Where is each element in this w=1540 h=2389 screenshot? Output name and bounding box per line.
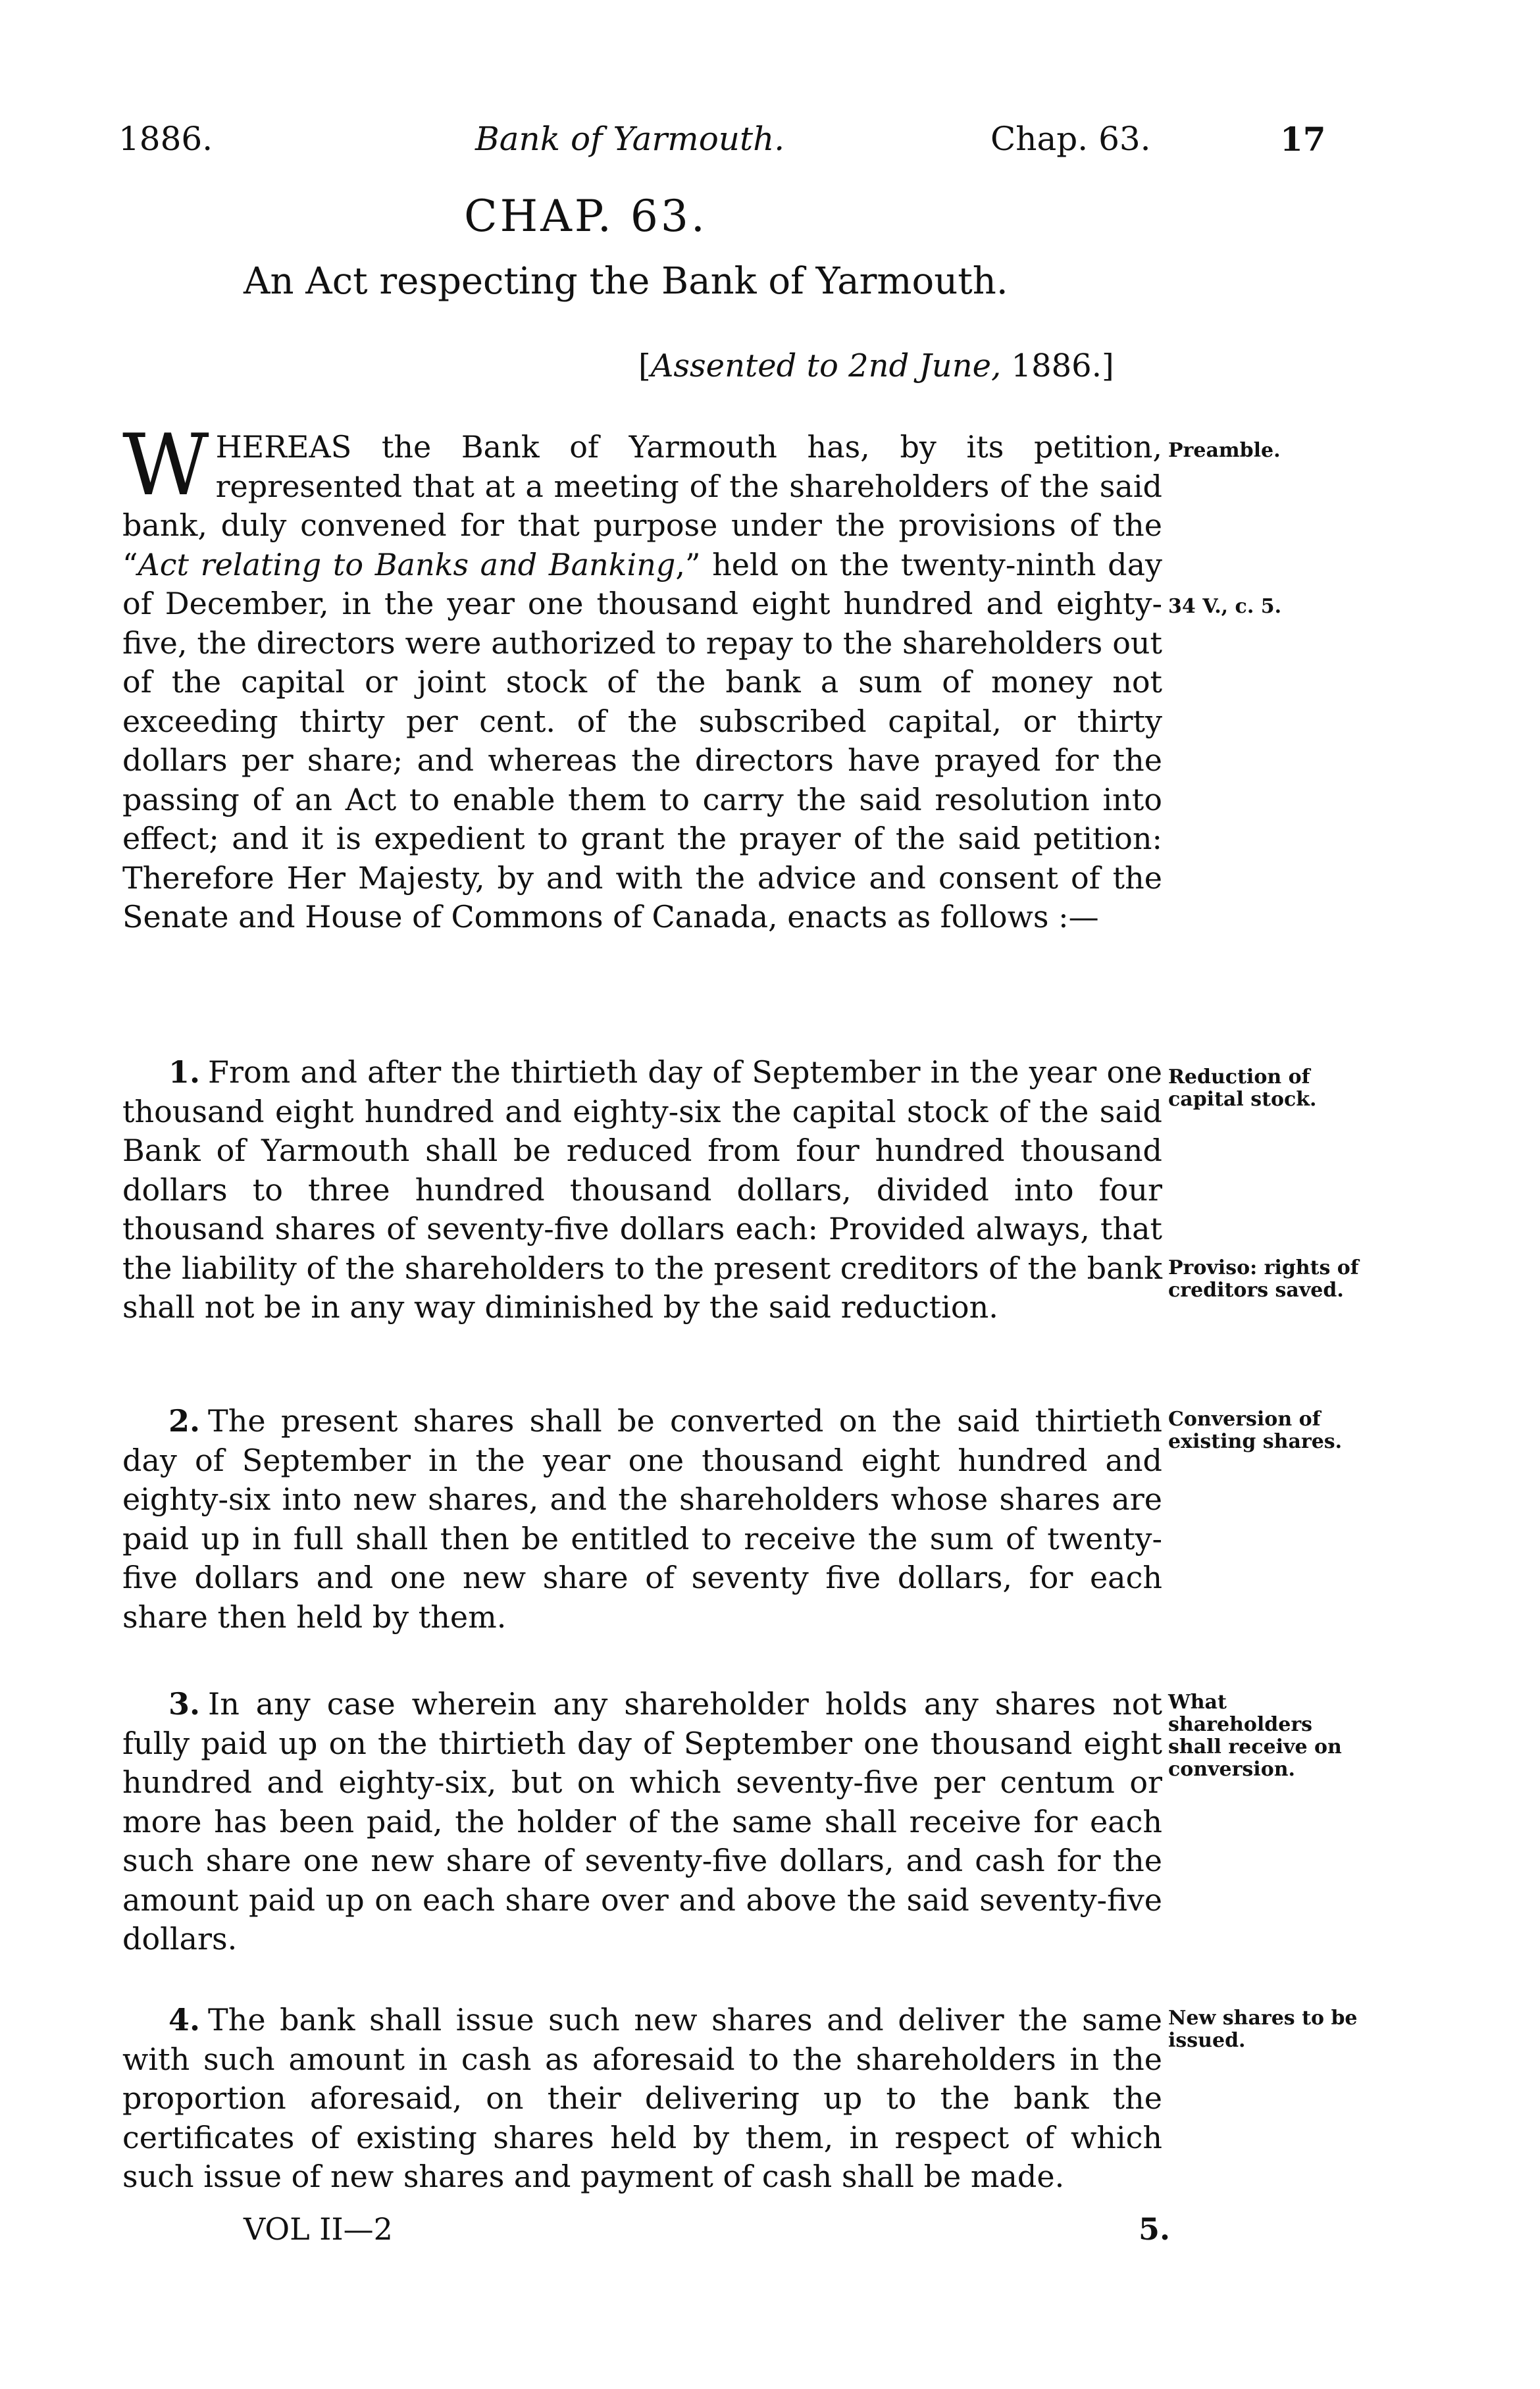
margin-note-proviso: Proviso: rights of creditors saved. — [1168, 1256, 1359, 1302]
act-title: An Act respecting the Bank of Yarmouth. — [244, 260, 1008, 303]
section-text: The present shares shall be converted on the said thirtieth day of September in the year one thousand eight hundred and eighty-six into new shares, and the shareholders whose shares are paid up in full shall then be entitled to receive the sum of twenty-five dollars and one new share of seventy five dollars, for each share then held by them. — [122, 1403, 1162, 1635]
drop-cap: W — [122, 417, 209, 515]
header-chapter: Chap. 63. — [990, 120, 1151, 158]
assent-year: 1886.] — [1001, 347, 1114, 384]
page-footer — [0, 2211, 1540, 2251]
section-3 — [122, 1685, 1162, 1959]
header-year: 1886. — [118, 120, 213, 158]
margin-note-statute-ref: 34 V., c. 5. — [1168, 595, 1282, 618]
assent-date — [638, 347, 1114, 384]
header-title: Bank of Yarmouth. — [475, 120, 785, 158]
catchword: 5. — [1139, 2211, 1171, 2247]
section-text: From and after the thirtieth day of September in the year one thousand eight hundred and eighty-six the capital stock of the said Bank of Yarmouth shall be reduced from four hundred thousand dollars to three hundred thousand dollars, divided into four thousand shares of seventy-five dollars each: Provided always, that the liability of the shareholders to the present creditors of the bank shall not be in any way diminished by the said reduction. — [122, 1054, 1162, 1325]
section-number: 4. — [168, 2002, 201, 2038]
preamble-text-2: ,” held on the twenty-ninth day of December, in the year one thousand eight hundred and eighty-five, the directors were authorized to repay to the shareholders out of the capital or joint stock of the bank a sum of money not exceeding thirty per cent. of the subscribed capital, or thirty dollars per share; and whereas the directors have prayed for the passing of an Act to enable them to carry the said resolution into effect; and it is expedient to grant the prayer of the said petition: Therefore Her Majesty, by and with the advice and consent of the Senate and House of Commons of Canada, enacts as follows :— — [122, 546, 1162, 935]
section-4 — [122, 2001, 1162, 2197]
chapter-heading: CHAP. 63. — [464, 191, 707, 242]
margin-note-reduction: Reduction of capital stock. — [1168, 1066, 1317, 1111]
preamble-text-1: HEREAS the Bank of Yarmouth has, by its petition, represented that at a meeting of the shareholders of the said bank, duly convened for that purpose under the provisions of the “ — [122, 429, 1162, 582]
signature-mark: VOL II—2 — [244, 2211, 393, 2247]
section-1 — [122, 1053, 1162, 1327]
section-number: 1. — [168, 1054, 201, 1090]
assent-open-bracket: [ — [638, 347, 651, 384]
margin-note-new-shares: New shares to be issued. — [1168, 2007, 1358, 2052]
section-2 — [122, 1402, 1162, 1637]
preamble-paragraph — [122, 417, 1162, 937]
section-number: 2. — [168, 1403, 201, 1439]
running-header — [0, 120, 1540, 172]
margin-note-shareholders-receive: What shareholders shall receive on conversion. — [1168, 1691, 1342, 1781]
margin-note-conversion: Conversion of existing shares. — [1168, 1408, 1343, 1453]
act-citation: Act relating to Banks and Banking — [138, 546, 676, 582]
section-number: 3. — [168, 1686, 201, 1722]
section-text: In any case wherein any shareholder holds any shares not fully paid up on the thirtieth day of September one thousand eight hundred and eighty-six, but on which seventy-five per centum or more has been paid, the holder of the same shall receive for each such share one new share of seventy-five dollars, and cash for the amount paid up on each share over and above the said seventy-five dollars. — [122, 1686, 1162, 1957]
margin-note-preamble: Preamble. — [1168, 439, 1281, 462]
assent-text: Assented to 2nd June, — [650, 347, 1002, 384]
section-text: The bank shall issue such new shares and deliver the same with such amount in cash as aforesaid to the shareholders in the proportion aforesaid, on their delivering up to the bank the certificates of existing shares held by them, in respect of which such issue of new shares and payment of cash shall be made. — [122, 2002, 1162, 2194]
page-number: 17 — [1280, 120, 1326, 159]
